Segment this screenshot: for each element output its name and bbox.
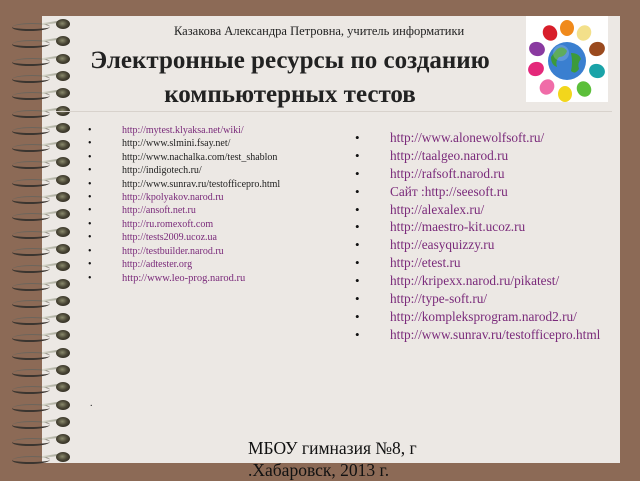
bullet-icon: •: [88, 273, 92, 285]
bullet-icon: •: [88, 218, 92, 230]
resource-link-item[interactable]: [86, 178, 280, 191]
resource-url[interactable]: http://taalgeo.narod.ru: [390, 147, 509, 163]
resource-url[interactable]: http://testbuilder.narod.ru: [122, 245, 224, 257]
resource-url[interactable]: http://www.alonewolfsoft.ru/: [390, 130, 545, 145]
resource-url[interactable]: http://www.leo-prog.narod.ru: [122, 273, 246, 285]
ring-hole: [56, 348, 70, 358]
resource-link-item[interactable]: [355, 254, 600, 272]
bullet-icon: •: [355, 326, 360, 342]
resource-url[interactable]: http://indigotech.ru/: [122, 165, 202, 177]
resource-link-item[interactable]: [86, 204, 280, 217]
bullet-icon: •: [355, 130, 360, 145]
resource-link-item[interactable]: [355, 236, 600, 254]
resource-url[interactable]: http://easyquizzy.ru: [390, 237, 495, 253]
spiral-ring: [10, 192, 70, 204]
footer-line-2: .Хабаровск, 2013 г.: [248, 460, 390, 480]
bullet-icon: •: [355, 201, 360, 217]
ring-hole: [56, 313, 70, 323]
resource-link-item[interactable]: [355, 129, 600, 147]
footer-line-1: МБОУ гимназия №8, г: [248, 438, 417, 458]
bullet-icon: •: [88, 205, 92, 217]
bullet-icon: •: [355, 273, 360, 289]
resource-url[interactable]: http://www.sunrav.ru/testofficepro.html: [390, 326, 601, 342]
school-footer: [248, 437, 417, 481]
left-resource-list: [86, 124, 280, 287]
bullet-icon: •: [88, 245, 92, 257]
ring-hole: [56, 365, 70, 375]
title-divider: [56, 111, 612, 112]
spiral-ring: [10, 19, 70, 31]
resource-link-item[interactable]: [86, 164, 280, 177]
resource-link-item[interactable]: [86, 191, 280, 204]
resource-url[interactable]: http://mytest.klyaksa.net/wiki/: [122, 125, 244, 136]
bullet-icon: •: [355, 291, 360, 307]
resource-url[interactable]: http://etest.ru: [390, 255, 461, 271]
bullet-icon: •: [355, 183, 360, 199]
ring-hole: [56, 382, 70, 392]
ring-hole: [56, 19, 70, 29]
ring-hole: [56, 157, 70, 167]
ring-hole: [56, 400, 70, 410]
ring-hole: [56, 209, 70, 219]
resource-link-item[interactable]: [355, 218, 600, 236]
ring-hole: [56, 296, 70, 306]
resource-link-item[interactable]: [86, 151, 280, 164]
bullet-icon: •: [88, 125, 92, 136]
resource-url[interactable]: http://adtester.org: [122, 258, 193, 270]
spiral-ring: [10, 365, 70, 377]
bullet-icon: •: [355, 219, 360, 235]
bullet-icon: •: [355, 308, 360, 324]
bullet-icon: •: [88, 165, 92, 177]
resource-url[interactable]: http://kpolyakov.narod.ru: [122, 191, 224, 203]
resource-link-item[interactable]: [86, 124, 280, 137]
resource-link-item[interactable]: [355, 147, 600, 165]
spiral-ring: [10, 313, 70, 325]
resource-url[interactable]: http://kripexx.narod.ru/pikatest/: [390, 273, 560, 289]
resource-url[interactable]: http://alexalex.ru/: [390, 201, 485, 217]
ring-hole: [56, 261, 70, 271]
ring-hole: [56, 140, 70, 150]
spiral-ring: [10, 123, 70, 135]
resource-url[interactable]: http://tests2009.ucoz.ua: [122, 232, 217, 244]
resource-link-item[interactable]: [86, 218, 280, 231]
resource-link-item[interactable]: [355, 290, 600, 308]
resource-link-item[interactable]: [355, 183, 600, 201]
ring-hole: [56, 330, 70, 340]
resource-link-item[interactable]: [355, 165, 600, 183]
spiral-ring: [10, 157, 70, 169]
resource-link-item[interactable]: [355, 272, 600, 290]
globe-hands-icon: [526, 16, 608, 102]
ring-hole: [56, 244, 70, 254]
spiral-ring: [10, 296, 70, 308]
spiral-ring: [10, 140, 70, 152]
resource-link-item[interactable]: [355, 201, 600, 219]
spiral-ring: [10, 434, 70, 446]
slide-title: Электронные ресурсы по созданию компьютерных тестов: [90, 47, 490, 108]
resource-link-item[interactable]: [86, 137, 280, 150]
bullet-icon: •: [88, 151, 92, 163]
spiral-ring: [10, 244, 70, 256]
resource-url[interactable]: http://www.nachalka.com/test_shablon: [122, 151, 278, 163]
ring-hole: [56, 434, 70, 444]
resource-url[interactable]: http://maestro-kit.ucoz.ru: [390, 219, 526, 235]
resource-link-item[interactable]: [86, 231, 280, 244]
ring-hole: [56, 417, 70, 427]
ring-hole: [56, 227, 70, 237]
resource-link-item[interactable]: [86, 271, 280, 287]
resource-link-item[interactable]: [86, 245, 280, 258]
spiral-ring: [10, 175, 70, 187]
ring-hole: [56, 452, 70, 462]
spiral-ring: [10, 279, 70, 291]
resource-link-item[interactable]: [355, 308, 600, 326]
spiral-ring: [10, 382, 70, 394]
ring-hole: [56, 279, 70, 289]
bullet-icon: •: [355, 237, 360, 253]
spiral-ring: [10, 400, 70, 412]
spiral-ring: [10, 348, 70, 360]
resource-url[interactable]: http://ru.romexoft.com: [122, 218, 214, 230]
resource-url[interactable]: http://www.slmini.fsay.net/: [122, 138, 231, 150]
bullet-icon: •: [88, 258, 92, 270]
spiral-ring: [10, 330, 70, 342]
bullet-icon: •: [355, 255, 360, 271]
ring-hole: [56, 192, 70, 202]
resource-url[interactable]: http://ansoft.net.ru: [122, 205, 196, 217]
bullet-icon: •: [88, 232, 92, 244]
resource-link-item[interactable]: [355, 326, 600, 344]
bullet-icon: •: [88, 138, 92, 150]
author-line: Казакова Александра Петровна, учитель информатики: [174, 24, 465, 38]
spiral-ring: [10, 452, 70, 464]
resource-url[interactable]: Сайт :http://seesoft.ru: [390, 183, 508, 199]
spiral-ring: [10, 227, 70, 239]
hands-globe-logo: [526, 16, 608, 102]
ring-hole: [56, 175, 70, 185]
ring-hole: [56, 123, 70, 133]
spiral-ring: [10, 261, 70, 273]
resource-url[interactable]: http://www.sunrav.ru/testofficepro.html: [122, 178, 281, 190]
bullet-icon: •: [355, 147, 360, 163]
resource-link-item[interactable]: [86, 258, 280, 271]
spiral-ring: [10, 209, 70, 221]
bullet-icon: •: [88, 191, 92, 203]
bullet-icon: •: [88, 178, 92, 190]
resource-url[interactable]: http://rafsoft.narod.ru: [390, 165, 505, 181]
stray-bullet: .: [90, 398, 93, 409]
resource-url[interactable]: http://kompleksprogram.narod2.ru/: [390, 308, 577, 324]
bullet-icon: •: [355, 165, 360, 181]
right-resource-list: [355, 129, 600, 344]
resource-url[interactable]: http://type-soft.ru/: [390, 291, 488, 307]
spiral-ring: [10, 417, 70, 429]
